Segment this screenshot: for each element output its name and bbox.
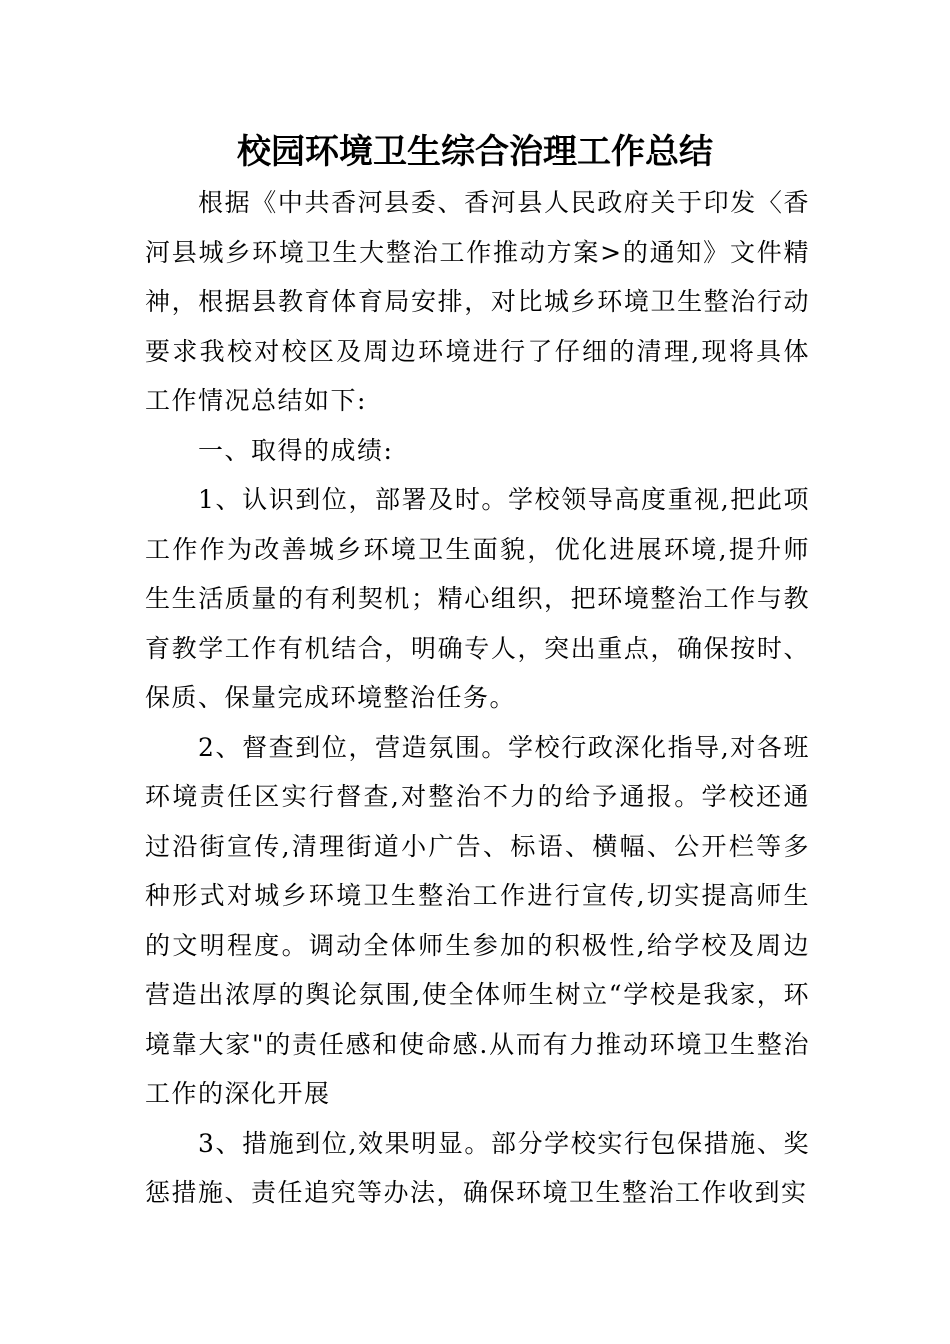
paragraph-item-2: 2、督查到位，营造氛围。学校行政深化指导,对各班环境责任区实行督查,对整治不力的给予通报。学校还通过沿街宣传,清理街道小广告、标语、横幅、公开栏等多种形式对城乡环境卫生整治工作进行宣传,切实提高师生的文明程度。调动全体师生参加的积极性,给学校及周边营造出浓厚的舆论氛围,使全体师生树立“学校是我家，环境靠大家"的责任感和使命感.从而有力推动环境卫生整治工作的深化开展 — [145, 732, 810, 1108]
paragraph-item-1: 1、认识到位，部署及时。学校领导高度重视,把此项工作作为改善城乡环境卫生面貌，优化进展环境,提升师生生活质量的有利契机；精心组织，把环境整治工作与教育教学工作有机结合，明确专人，突出重点，确保按时、保质、保量完成环境整治任务。 — [145, 485, 810, 712]
section-heading-achievements: 一、取得的成绩: — [198, 435, 394, 465]
document-body — [145, 178, 810, 1218]
paragraph-intro: 根据《中共香河县委、香河县人民政府关于印发〈香河县城乡环境卫生大整治工作推动方案>的通知》文件精神，根据县教育体育局安排，对比城乡环境卫生整治行动要求我校对校区及周边环境进行了仔细的清理,现将具体工作情况总结如下: — [145, 188, 810, 415]
paragraph-item-3: 3、措施到位,效果明显。部分学校实行包保措施、奖惩措施、责任追究等办法，确保环境卫生整治工作收到实 — [145, 1128, 810, 1207]
document-title: 校园环境卫生综合治理工作总结 — [237, 132, 713, 172]
